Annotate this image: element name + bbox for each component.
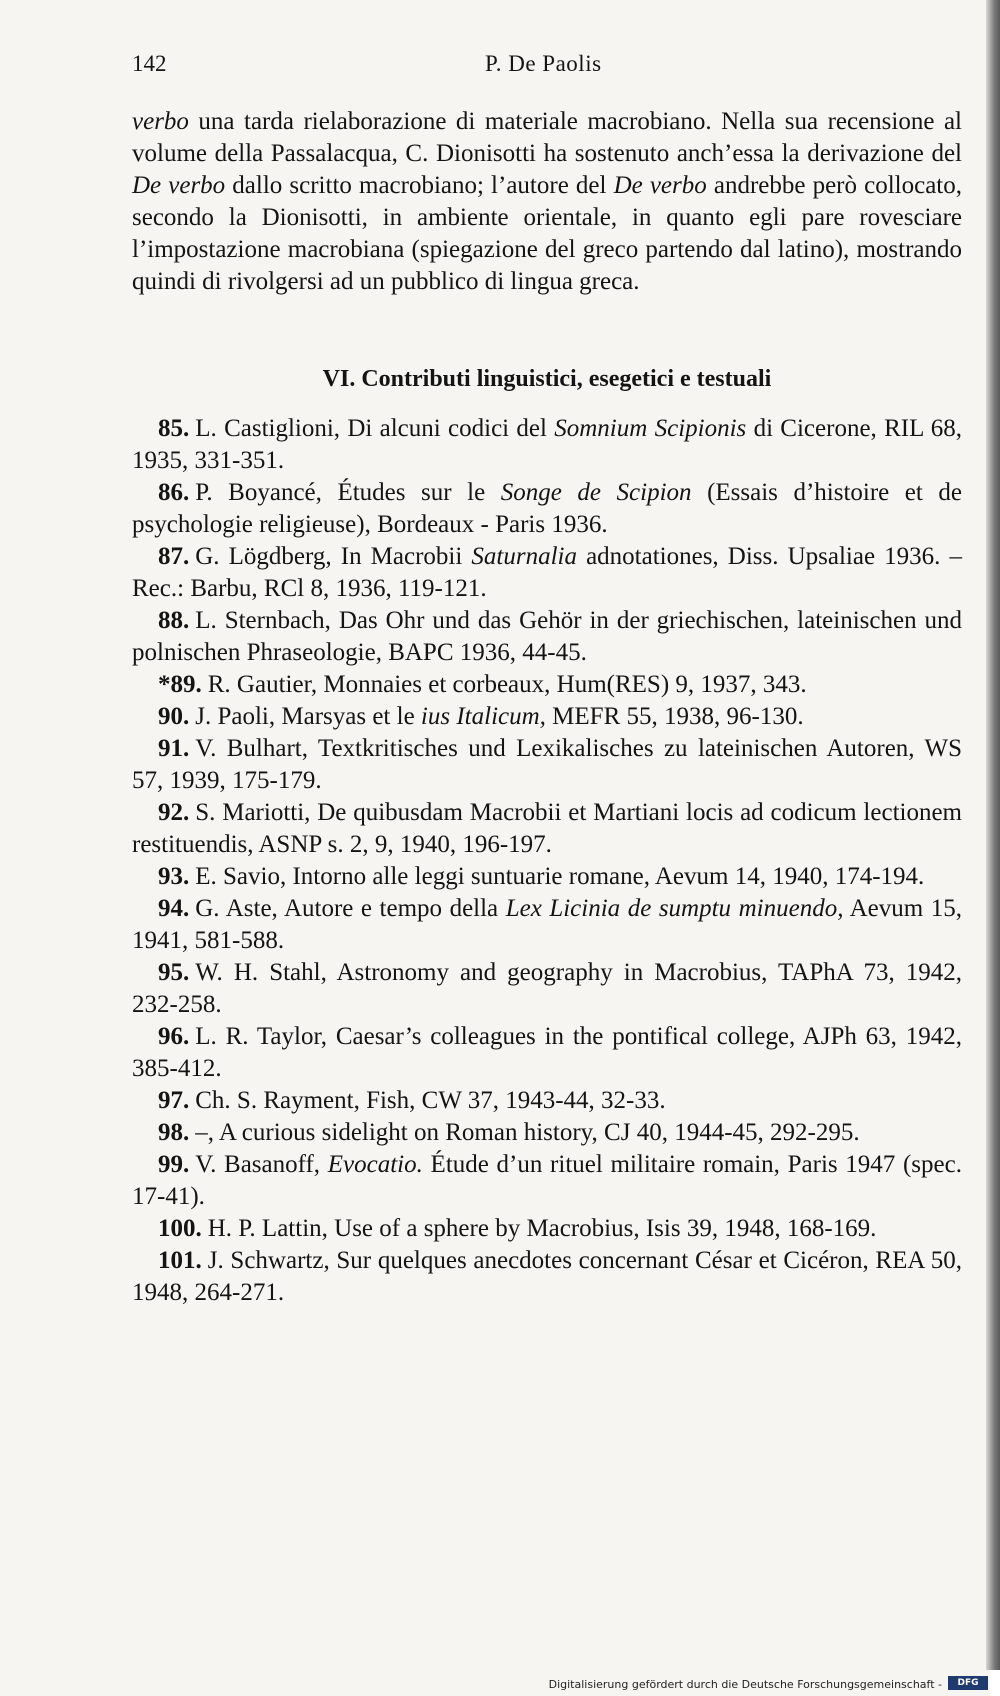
italic-title: De verbo [613, 172, 707, 199]
entry-text: S. Mariotti, De quibusdam Macrobii et Martiani locis ad codicum lectionem restituendis, ASNP s. 2, 9, 1940, 196-197. [132, 799, 962, 858]
page-number: 142 [132, 51, 167, 76]
bibliography-entry [132, 1117, 962, 1149]
page-header [132, 46, 962, 80]
entry-text: –, A curious sidelight on Roman history, CJ 40, 1944-45, 292-295. [195, 1119, 860, 1146]
entry-number: 98. [158, 1119, 190, 1146]
bibliography-entry [132, 733, 962, 797]
entry-number: 92. [158, 799, 190, 826]
entry-text: P. Boyancé, Études sur le [195, 479, 501, 506]
text-run: una tarda rielaborazione di materiale macrobiano. Nella sua recensione al volume della Passalacqua, C. Dionisotti ha sostenuto anch’essa la derivazione del [132, 108, 962, 167]
entry-text: J. Paoli, Marsyas et le [195, 703, 421, 730]
entry-number: 91. [158, 735, 190, 762]
entry-number: 100. [158, 1215, 202, 1242]
entry-number: 96. [158, 1023, 190, 1050]
bibliography-entry [132, 701, 962, 733]
bibliography-entry [132, 1085, 962, 1117]
bibliography-entry [132, 413, 962, 477]
entry-text: di Cicerone, RIL 68, 1935, 331-351. [132, 415, 962, 474]
bibliography-entry [132, 605, 962, 669]
digitization-notice: Digitalisierung gefördert durch die Deutsche Forschungsgemeinschaft - [548, 1678, 942, 1691]
bibliography-entry [132, 1213, 962, 1245]
entry-text: L. Sternbach, Das Ohr und das Gehör in der griechischen, lateinischen und polnischen Phraseologie, BAPC 1936, 44-45. [132, 607, 962, 666]
entry-number: 86. [158, 479, 190, 506]
bibliography-entry [132, 1149, 962, 1213]
bibliography-entry [132, 957, 962, 1021]
entry-number: 97. [158, 1087, 190, 1114]
bibliography-entry [132, 669, 962, 701]
bibliography-entry [132, 893, 962, 957]
italic-title: Somnium Scipionis [554, 415, 747, 442]
bibliography-entry [132, 797, 962, 861]
italic-title: verbo [132, 108, 189, 135]
entry-text: V. Bulhart, Textkritisches und Lexikalisches zu lateinischen Autoren, WS 57, 1939, 175-179. [132, 735, 962, 794]
entry-text: Étude d’un rituel militaire romain, Paris 1947 (spec. 17-41). [132, 1151, 962, 1210]
entry-text: E. Savio, Intorno alle leggi suntuarie romane, Aevum 14, 1940, 174-194. [195, 863, 925, 890]
entry-text: (Essais d’histoire et de psychologie religieuse), Bordeaux - Paris 1936. [132, 479, 962, 538]
entry-number: 85. [158, 415, 190, 442]
bibliography-entry [132, 861, 962, 893]
entry-number: 99. [158, 1151, 190, 1178]
dfg-logo-icon: DFG [948, 1676, 988, 1690]
running-title: P. De Paolis [485, 51, 602, 76]
entry-text: L. R. Taylor, Caesar’s colleagues in the pontifical college, AJPh 63, 1942, 385-412. [132, 1023, 962, 1082]
bibliography-entry [132, 477, 962, 541]
entry-number: 88. [158, 607, 190, 634]
entry-number: 87. [158, 543, 190, 570]
italic-title: Lex Licinia de sumptu minuendo, [505, 895, 844, 922]
intro-paragraph [132, 106, 962, 298]
page-edge-shadow [986, 0, 1000, 1670]
entry-text: Aevum 15, 1941, 581-588. [132, 895, 962, 954]
entry-text: Ch. S. Rayment, Fish, CW 37, 1943-44, 32-33. [195, 1087, 666, 1114]
section-title: VI. Contributi linguistici, esegetici e testuali [322, 366, 772, 392]
text-run: dallo scritto macrobiano; l’autore del [225, 172, 614, 199]
italic-title: Saturnalia [471, 543, 577, 570]
page-body [132, 106, 962, 1309]
entry-number: 90. [158, 703, 190, 730]
entry-text: G. Lögdberg, In Macrobii [195, 543, 472, 570]
italic-title: Evocatio. [327, 1151, 423, 1178]
bibliography-entry [132, 541, 962, 605]
entry-text: V. Basanoff, [195, 1151, 328, 1178]
entry-number: 101. [158, 1247, 202, 1274]
italic-title: ius Italicum, [420, 703, 546, 730]
entry-text: H. P. Lattin, Use of a sphere by Macrobius, Isis 39, 1948, 168-169. [207, 1215, 877, 1242]
entry-number: *89. [158, 671, 202, 698]
bibliography-list [132, 413, 962, 1309]
bibliography-entry [132, 1245, 962, 1309]
bibliography-entry [132, 1021, 962, 1085]
entry-text: R. Gautier, Monnaies et corbeaux, Hum(RES) 9, 1937, 343. [207, 671, 807, 698]
entry-text: G. Aste, Autore e tempo della [195, 895, 506, 922]
italic-title: De verbo [132, 172, 226, 199]
entry-text: W. H. Stahl, Astronomy and geography in Macrobius, TAPhA 73, 1942, 232-258. [132, 959, 962, 1018]
entry-text: MEFR 55, 1938, 96-130. [545, 703, 804, 730]
entry-number: 95. [158, 959, 190, 986]
entry-text: adnotationes, Diss. Upsaliae 1936. – Rec.: Barbu, RCl 8, 1936, 119-121. [132, 543, 962, 602]
entry-text: J. Schwartz, Sur quelques anecdotes concernant César et Cicéron, REA 50, 1948, 264-271. [132, 1247, 962, 1306]
entry-text: L. Castiglioni, Di alcuni codici del [195, 415, 555, 442]
entry-number: 94. [158, 895, 190, 922]
text-run: andrebbe però collocato, secondo la Dionisotti, in ambiente orientale, in quanto egli pare rovesciare l’impostazione macrobiana (spiegazione del greco partendo dal latino), mostrando quindi di rivolgersi ad un pubblico di lingua greca. [132, 172, 962, 295]
italic-title: Songe de Scipion [500, 479, 692, 506]
entry-number: 93. [158, 863, 190, 890]
